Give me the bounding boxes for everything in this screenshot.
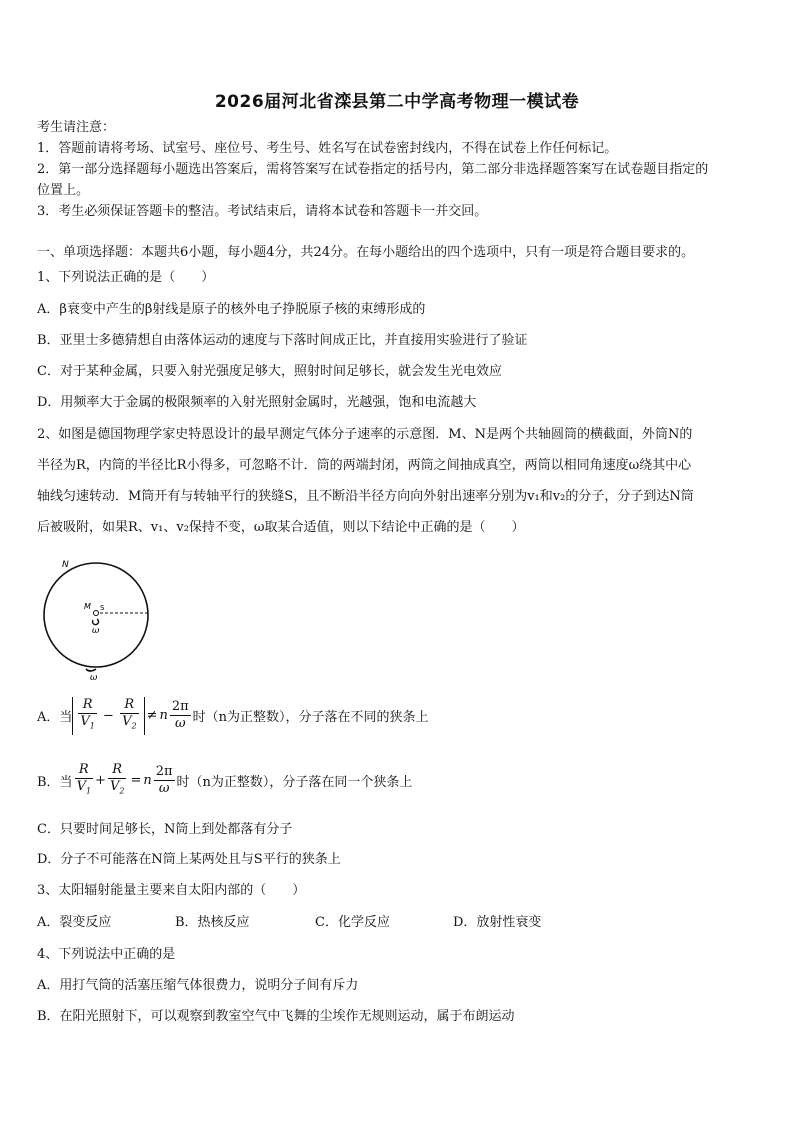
- q3-option-c: C．化学反应: [315, 915, 390, 930]
- q1-option-b: B．亚里士多德猜想自由落体运动的速度与下落时间成正比，并直接用实验进行了验证: [37, 333, 528, 348]
- q2-figure: [40, 553, 165, 683]
- notice-item-2: 2．第一部分选择题每小题选出答案后，需将答案写在试卷指定的括号内，第二部分非选择题答案写在试卷题目指定的: [37, 162, 709, 177]
- q2-option-b: B．当 $\frac{R}{V_1}$ + $\frac{R}{V_2}$ = n $\frac{2\pi}{\omega}$ 时（n为正整数），分子落在同一个狭条上: [37, 762, 413, 797]
- notice-item-2-cont: 位置上。: [37, 183, 90, 198]
- q2-option-c: C．只要时间足够长，N筒上到处都落有分子: [37, 822, 293, 837]
- q2-a-prefix: A．当: [37, 710, 73, 726]
- q1-option-a: A．β衰变中产生的β射线是原子的核外电子挣脱原子核的束缚形成的: [37, 302, 426, 317]
- page-title: 2026届河北省滦县第二中学高考物理一模试卷: [214, 92, 580, 112]
- q4-option-a: A．用打气筒的活塞压缩气体很费力，说明分子间有斥力: [37, 978, 359, 993]
- section-heading: 一、单项选择题：本题共6小题，每小题4分，共24分。在每小题给出的四个选项中，只有一项是符合题目要求的。: [37, 245, 695, 260]
- q1-stem: 1、下列说法正确的是（ ）: [37, 270, 215, 285]
- q2-stem-line-1: 2、如图是德国物理学家史特恩设计的最早测定气体分子速率的示意图．M、N是两个共轴圆筒的横截面，外筒N的: [37, 427, 693, 442]
- inner-cylinder-m: [94, 611, 99, 616]
- inner-rotation-arrow-icon: [93, 619, 99, 625]
- notice-header: 考生请注意：: [37, 120, 116, 135]
- q3-option-b: B．热核反应: [175, 915, 250, 930]
- q2-stem-line-4: 后被吸附，如果R、v₁、v₂保持不变，ω取某合适值，则以下结论中正确的是（ ）: [37, 520, 525, 535]
- label-m: M: [84, 602, 91, 611]
- notice-item-3: 3．考生必须保证答题卡的整洁。考试结束后，请将本试卷和答题卡一并交回。: [37, 204, 488, 219]
- label-omega-inner: ω: [92, 626, 100, 636]
- q2-stem-line-2: 半径为R，内筒的半径比R小得多，可忽略不计．筒的两端封闭，两筒之间抽成真空，两筒以相同角速度ω绕其中心: [37, 458, 692, 473]
- q4-stem: 4、下列说法中正确的是: [37, 947, 176, 962]
- q3-option-d: D．放射性衰变: [453, 915, 542, 930]
- label-s: S: [100, 604, 105, 612]
- q3-option-a: A．裂变反应: [37, 915, 112, 930]
- q2-stem-line-3: 轴线匀速转动．M筒开有与转轴平行的狭缝S，且不断沿半径方向向外射出速率分别为v₁和v₂的分子，分子到达N筒: [37, 489, 694, 504]
- q2-b-prefix: B．当: [37, 775, 73, 791]
- outer-rotation-arrow-icon: [86, 669, 96, 671]
- q1-option-d: D．用频率大于金属的极限频率的入射光照射金属时，光越强，饱和电流越大: [37, 395, 477, 410]
- notice-item-1: 1．答题前请将考场、试室号、座位号、考生号、姓名写在试卷密封线内，不得在试卷上作任何标记。: [37, 141, 618, 156]
- q4-option-b: B．在阳光照射下，可以观察到教室空气中飞舞的尘埃作无规则运动，属于布朗运动: [37, 1009, 515, 1024]
- q2-option-a: A．当 $\frac{R}{V_1}$ − $\frac{R}{V_2}$ ≠ n $\frac{2\pi}{\omega}$ 时（n为正整数），分子落在不同的狭条上: [37, 697, 429, 735]
- q3-stem: 3、太阳辐射能量主要来自太阳内部的（ ）: [37, 883, 306, 898]
- q2-option-d: D．分子不可能落在N筒上某两处且与S平行的狭条上: [37, 852, 341, 867]
- q3-options: [37, 913, 541, 933]
- abs-value: $\frac{R}{V_1}$ − $\frac{R}{V_2}$: [72, 697, 144, 735]
- label-n: N: [62, 560, 69, 570]
- q2-a-suffix: 时（n为正整数），分子落在不同的狭条上: [192, 710, 429, 726]
- label-omega-outer: ω: [90, 673, 98, 683]
- q1-option-c: C．对于某种金属，只要入射光强度足够大，照射时间足够长，就会发生光电效应: [37, 364, 502, 379]
- cylinder-diagram: [40, 553, 165, 683]
- q2-b-suffix: 时（n为正整数），分子落在同一个狭条上: [176, 775, 413, 791]
